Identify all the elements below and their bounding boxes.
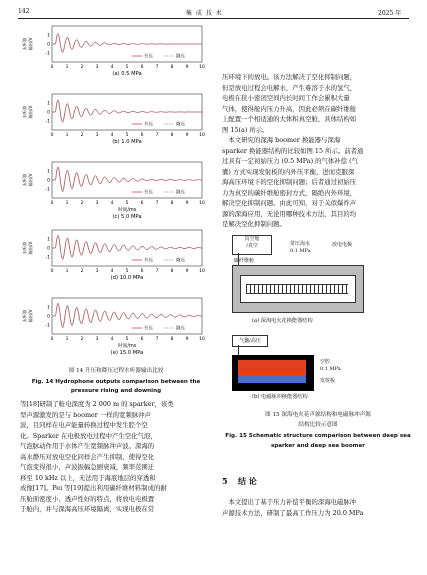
x-tick-label: 0 [50, 269, 54, 274]
carbon-fiber-label: 碳纤维舱 [234, 258, 255, 264]
x-tick-label: 1 [65, 337, 69, 342]
x-tick-label: 1 [65, 133, 69, 138]
x-tick-label: 6 [140, 201, 144, 206]
y-axis-label: 水听器 [22, 309, 27, 323]
body-text-line: 气体，使得舱内压力升高，因此必须在碳纤维舱 [222, 104, 357, 113]
emitter-plate-label: 发射板 [320, 378, 336, 384]
body-text-line: 移至 10 kHz 以上，无法用于海底地层的穿透和 [20, 473, 156, 482]
x-tick-label: 10 [199, 201, 205, 206]
x-tick-label: 6 [140, 65, 144, 70]
journal-name: 集 成 技 术 [186, 10, 223, 17]
body-text-line: 压环境下的放电。该方法解决了空化抑制问题， [222, 73, 357, 81]
x-tick-label: 4 [110, 337, 114, 342]
section-title: 结 论 [238, 476, 257, 486]
body-text-line: 气泡脉动作用于水体产生宽频脉冲声波。深海的 [20, 442, 155, 450]
series-line-pressure-up [52, 235, 202, 259]
figure-15a-diagram [232, 235, 402, 330]
x-tick-label: 2 [80, 201, 84, 206]
electrode-label: 放电电极 [332, 242, 353, 248]
body-text-line: 等[18]研制了舱电深度为 2 000 m 的 sparker，该类 [20, 400, 174, 408]
fig15-caption-cn-1: 图 15 深海电火花声源结构和电磁脉冲声源 [265, 412, 371, 418]
x-tick-label: 4 [110, 201, 114, 206]
legend-label: 降压 [176, 190, 185, 196]
y-axis-label: 水听器 [22, 37, 27, 51]
x-tick-label: 10 [199, 269, 205, 274]
y-tick-label: -1 [45, 255, 50, 261]
x-tick-label: 7 [155, 65, 159, 70]
subfigure-caption: (d) 10.0 MPa [110, 275, 144, 281]
x-tick-label: 3 [95, 201, 99, 206]
legend-label: 升压 [144, 258, 153, 264]
y-axis-label: 输出/V [28, 241, 33, 255]
x-tick-label: 8 [170, 269, 174, 274]
conclusion-text [222, 497, 414, 518]
body-text-line: 气泡变得很小，声波振幅急剧衰减，频率范围迁 [20, 463, 155, 471]
series-line-pressure-up [52, 303, 202, 328]
vacuum-chamber-label: 真空舱 /真空 [232, 235, 272, 255]
y-tick-label: 1 [47, 237, 50, 243]
x-tick-label: 3 [95, 269, 99, 274]
body-text-line: 解决空化抑制问题。由此可知，对于关似爆炸声 [222, 199, 357, 207]
connector-line-2 [238, 345, 239, 355]
legend-label: 升压 [144, 326, 153, 332]
x-tick-label: 8 [170, 133, 174, 138]
y-tick-label: 1 [47, 33, 50, 39]
x-tick-label: 7 [155, 133, 159, 138]
legend-label: 升压 [144, 122, 153, 128]
body-text-line: 海高压环境下的空化抑制问题；后者通过初始压 [222, 178, 357, 186]
series-line-pressure-up [52, 167, 202, 192]
y-tick-label: -1 [45, 119, 50, 125]
x-tick-label: 7 [155, 337, 159, 342]
x-tick-label: 3 [95, 337, 99, 342]
fig14-caption-en-2: pressure rising and downing [70, 388, 162, 394]
x-tick-label: 3 [95, 65, 99, 70]
x-tick-label: 9 [185, 201, 189, 206]
x-tick-label: 4 [110, 269, 114, 274]
x-tick-label: 6 [140, 337, 144, 342]
fig14-caption-en-1: Fig. 14 Hydrophone outputs comparison between the [31, 379, 201, 385]
y-axis-label: 输出/V [28, 37, 33, 51]
body-text-line: 本文提出了基于压力补偿平衡的深海电磁脉冲 [222, 498, 357, 506]
discharge-electrode-array [246, 284, 348, 294]
figure-14-charts [18, 22, 218, 362]
x-tick-label: 2 [80, 337, 84, 342]
y-tick-label: 0 [47, 110, 50, 116]
fig15b-subcaption: (b) 电磁脉冲换能器结构 [252, 394, 308, 400]
x-tick-label: 4 [110, 65, 114, 70]
y-tick-label: 0 [47, 246, 50, 252]
y-tick-label: -1 [45, 323, 50, 329]
body-text-line: 声源技术方法，研制了最高工作压力为 20.0 MPa [222, 508, 364, 517]
y-tick-label: -1 [45, 51, 50, 57]
y-tick-label: 0 [47, 178, 50, 184]
x-tick-label: 9 [185, 269, 189, 274]
fig15-caption-en-1: Fig. 15 Schematic structure comparison between deep sea [225, 433, 411, 439]
left-column-text [20, 399, 215, 515]
body-text-line: 囊) 方式实现发射板的内外压平衡，进而克服深 [222, 167, 355, 176]
y-tick-label: 1 [47, 101, 50, 107]
series-line-pressure-down [52, 34, 202, 51]
body-text-line: 上配置一个相适通的大体积真空舱，具体结构如 [222, 115, 357, 123]
x-tick-label: 10 [199, 133, 205, 138]
x-tick-label: 5 [125, 133, 129, 138]
body-text-line: 压舱面密度小、透声性好的特点，将放电电极置 [20, 494, 155, 503]
y-axis-label: 输出/V [28, 173, 33, 187]
body-text-line: 本文研究的深海 boomer 换能器与深海 [222, 136, 341, 144]
body-text-line: 型声源激发的是与 boomer 一样的宽频脉冲声 [20, 410, 151, 419]
figure-15b-diagram [232, 335, 402, 405]
body-text-line: 化。Sparker 在电极放电过程中产生空化气泡， [20, 431, 157, 440]
cavity-label: 空腔 0.1 MPa [320, 359, 341, 372]
legend-label: 降压 [176, 122, 185, 128]
y-axis-label: 输出/V [28, 309, 33, 323]
header-rule [18, 18, 409, 19]
x-tick-label: 0 [50, 133, 54, 138]
subfigure-caption: (e) 15.0 MPa [110, 350, 144, 356]
x-tick-label: 9 [185, 65, 189, 70]
fig15-caption-en-2: sparker and deep sea boomer [270, 443, 366, 449]
right-column-text [222, 72, 414, 230]
x-tick-label: 8 [170, 65, 174, 70]
body-text-line: 力为真空的碳纤维舱密封方式，隔绝内外环境， [222, 188, 357, 197]
body-text-line: sparker 换能器结构的比较如图 15 所示。前者通 [222, 146, 364, 155]
x-tick-label: 2 [80, 269, 84, 274]
legend-label: 升压 [144, 54, 153, 60]
body-text-line: 源的深海应用，无论用哪种技术方法，其目的均 [222, 209, 357, 218]
x-tick-label: 1 [65, 269, 69, 274]
body-text-line: 成像[17]。Pei 等[19]提出利用碳纤维材料制成的耐 [20, 484, 167, 492]
x-tick-label: 7 [155, 201, 159, 206]
fig15-caption-cn-2: 结构比较示意图 [298, 422, 338, 428]
subfigure-caption: (c) 5.0 MPa [112, 214, 142, 220]
y-tick-label: 0 [47, 42, 50, 48]
x-tick-label: 0 [50, 201, 54, 206]
x-tick-label: 5 [125, 337, 129, 342]
x-tick-label: 1 [65, 65, 69, 70]
pressure-label: 常压海水 0.1 MPa [290, 241, 311, 254]
subfigure-caption: (a) 0.5 MPa [112, 71, 142, 77]
body-text-line: 高水静压对放电空化同样会产生抑制，使得空化 [20, 452, 155, 461]
x-tick-label: 4 [110, 133, 114, 138]
x-tick-label: 1 [65, 201, 69, 206]
x-axis-label: 时间/ms [117, 344, 137, 349]
y-tick-label: 0 [47, 314, 50, 320]
x-tick-label: 6 [140, 133, 144, 138]
x-tick-label: 7 [155, 269, 159, 274]
page-number: 142 [18, 8, 30, 15]
y-axis-label: 水听器 [22, 105, 27, 119]
y-tick-label: 1 [47, 305, 50, 311]
body-text-line: 过具有一定初始压力 (0.5 MPa) 的气体补偿 (气 [222, 157, 358, 165]
x-tick-label: 8 [170, 337, 174, 342]
legend-label: 降压 [176, 54, 185, 60]
subfigure-caption: (b) 1.0 MPa [112, 139, 142, 145]
coil-cavity [238, 360, 306, 375]
x-tick-label: 6 [140, 269, 144, 274]
y-axis-label: 水听器 [22, 173, 27, 187]
body-text-line: 图 15(a) 所示。 [222, 125, 269, 134]
body-text-line: 电极在狭小密闭空间内长时间工作会累积大量 [222, 94, 350, 102]
legend-label: 升压 [144, 190, 153, 196]
x-tick-label: 2 [80, 133, 84, 138]
x-tick-label: 8 [170, 201, 174, 206]
y-tick-label: 1 [47, 169, 50, 175]
x-tick-label: 5 [125, 269, 129, 274]
x-tick-label: 10 [199, 65, 205, 70]
x-tick-label: 9 [185, 337, 189, 342]
x-tick-label: 5 [125, 65, 129, 70]
y-tick-label: -1 [45, 187, 50, 193]
journal-year: 2025 年 [378, 10, 402, 17]
y-axis-label: 水听器 [22, 241, 27, 255]
body-text-line: 于舱内，并与深海高压环境隔离，实现电极在常 [20, 505, 155, 513]
legend-label: 降压 [176, 326, 185, 332]
legend-label: 降压 [176, 258, 185, 264]
x-axis-label: 时间/ms [117, 208, 137, 213]
emitter-plate [238, 375, 306, 383]
x-tick-label: 2 [80, 65, 84, 70]
x-tick-label: 5 [125, 201, 129, 206]
body-text-line: 但是放电过程会电解水，产生难溶于水的氢气， [222, 83, 357, 92]
airbag-label: 气囊/高压 [232, 335, 268, 347]
body-text-line: 波，且同样在电声能量转换过程中发生腔个空 [20, 421, 148, 429]
x-tick-label: 10 [199, 337, 205, 342]
x-tick-label: 9 [185, 133, 189, 138]
x-tick-label: 3 [95, 133, 99, 138]
y-axis-label: 输出/V [28, 105, 33, 119]
section-number: 5 [222, 476, 228, 486]
body-text-line: 是解决空化抑制问题。 [222, 220, 286, 228]
x-tick-label: 0 [50, 337, 54, 342]
x-tick-label: 0 [50, 65, 54, 70]
fig14-caption-cn: 图 14 升压和降压过程水听器输出比较 [68, 368, 164, 374]
fig15a-subcaption: (a) 深海电火花换能器结构 [252, 318, 313, 324]
